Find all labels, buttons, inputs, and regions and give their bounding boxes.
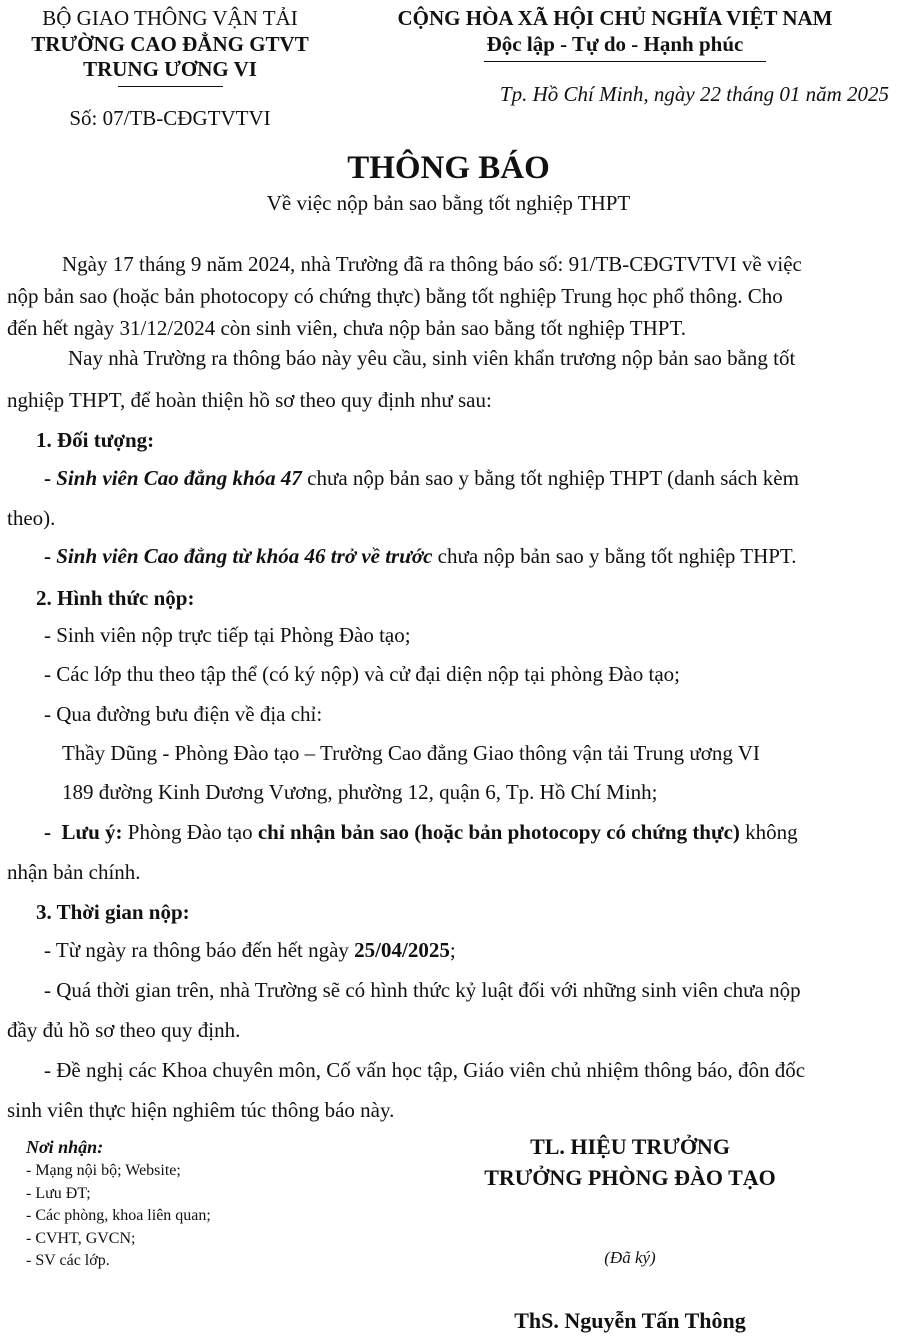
section1-heading: 1. Đối tượng: xyxy=(36,428,155,452)
section2-address2: 189 đường Kinh Dương Vương, phường 12, quận 6, Tp. Hồ Chí Minh; xyxy=(62,780,658,804)
intro-p1-line3: đến hết ngày 31/12/2024 còn sinh viên, chưa nộp bản sao bằng tốt nghiệp THPT. xyxy=(7,316,686,340)
section1-item1-rest: chưa nộp bản sao y bằng tốt nghiệp THPT (danh sách kèm xyxy=(301,466,799,490)
section2-item3: - Qua đường bưu điện về địa chỉ: xyxy=(44,702,323,726)
page-subtitle: Về việc nộp bản sao bằng tốt nghiệp THPT xyxy=(266,191,631,215)
signed-status: (Đã ký) xyxy=(604,1248,656,1267)
document-number: Số: 07/TB-CĐGTVTVI xyxy=(69,106,271,130)
section3-item1-date: 25/04/2025 xyxy=(354,938,450,962)
signature-title2: TRƯỞNG PHÒNG ĐÀO TẠO xyxy=(484,1165,776,1190)
section3-item1-end: ; xyxy=(449,938,456,962)
section3-item3-line2: sinh viên thực hiện nghiêm túc thông báo này. xyxy=(7,1098,395,1122)
signer-name: ThS. Nguyễn Tấn Thông xyxy=(514,1308,746,1333)
section2-note-end: không xyxy=(739,820,798,844)
section1-item1-bold: Sinh viên Cao đẳng khóa 47 xyxy=(56,466,302,490)
section3-heading: 3. Thời gian nộp: xyxy=(36,900,190,924)
recipient-item: - Lưu ĐT; xyxy=(26,1184,91,1202)
recipients-list xyxy=(26,1160,211,1273)
section3-item3-text: Đề nghị các Khoa chuyên môn, Cố vấn học tập, Giáo viên chủ nhiệm thông báo, đôn đốc xyxy=(56,1058,806,1082)
section2-address1: Thầy Dũng - Phòng Đào tạo – Trường Cao đẳng Giao thông vận tải Trung ương VI xyxy=(62,741,760,765)
section2-note-cont: nhận bản chính. xyxy=(7,860,141,884)
section3-item2-text: Quá thời gian trên, nhà Trường sẽ có hình thức kỷ luật đối với những sinh viên chưa nộp xyxy=(56,978,801,1002)
section2-heading: 2. Hình thức nộp: xyxy=(36,586,195,610)
section1-item1: - Sinh viên Cao đẳng khóa 47 chưa nộp bản sao y bằng tốt nghiệp THPT (danh sách kèm xyxy=(44,466,799,490)
section2-item2: - Các lớp thu theo tập thể (có ký nộp) và cử đại diện nộp tại phòng Đào tạo; xyxy=(44,662,680,686)
intro-p2-line1: Nay nhà Trường ra thông báo này yêu cầu, sinh viên khẩn trương nộp bản sao bằng tốt xyxy=(68,346,796,370)
nation-title: CỘNG HÒA XÃ HỘI CHỦ NGHĨA VIỆT NAM xyxy=(397,6,833,30)
section2-note-bold: chỉ nhận bản sao (hoặc bản photocopy có chứng thực) xyxy=(257,820,740,844)
place-date: Tp. Hồ Chí Minh, ngày 22 tháng 01 năm 2025 xyxy=(499,82,889,106)
section1-item1-cont: theo). xyxy=(7,506,56,530)
section3-item1: - Từ ngày ra thông báo đến hết ngày 25/04/2025; xyxy=(44,938,456,962)
school-name-line1: TRƯỜNG CAO ĐẲNG GTVT xyxy=(31,32,309,56)
school-name-line2: TRUNG ƯƠNG VI xyxy=(83,57,257,81)
section3-item1-pre: Từ ngày ra thông báo đến hết ngày xyxy=(55,938,355,962)
recipient-item: - Các phòng, khoa liên quan; xyxy=(26,1207,211,1224)
recipient-item: - CVHT, GVCN; xyxy=(26,1229,136,1247)
section2-item1-text: Sinh viên nộp trực tiếp tại Phòng Đào tạo; xyxy=(56,623,411,647)
school-name-underline xyxy=(118,86,223,87)
recipient-item: - SV các lớp. xyxy=(26,1252,110,1269)
section2-item1: - Sinh viên nộp trực tiếp tại Phòng Đào tạo; xyxy=(44,623,411,647)
section1-item2-rest: chưa nộp bản sao y bằng tốt nghiệp THPT. xyxy=(432,544,797,568)
section2-item2-text: Các lớp thu theo tập thể (có ký nộp) và cử đại diện nộp tại phòng Đào tạo; xyxy=(56,662,680,686)
section2-note: - Lưu ý: Phòng Đào tạo chỉ nhận bản sao (hoặc bản photocopy có chứng thực) không xyxy=(44,820,798,844)
page-title: THÔNG BÁO xyxy=(347,150,550,186)
section3-item2-line1: - Quá thời gian trên, nhà Trường sẽ có hình thức kỷ luật đối với những sinh viên chưa nộp xyxy=(44,978,801,1002)
section1-item2-bold: Sinh viên Cao đẳng từ khóa 46 trở về trước xyxy=(56,544,433,568)
intro-p1-line1: Ngày 17 tháng 9 năm 2024, nhà Trường đã ra thông báo số: 91/TB-CĐGTVTVI về việc xyxy=(62,252,802,276)
nation-motto: Độc lập - Tự do - Hạnh phúc xyxy=(486,32,744,56)
section2-item3-text: Qua đường bưu điện về địa chỉ: xyxy=(56,702,323,726)
ministry-name: BỘ GIAO THÔNG VẬN TẢI xyxy=(42,6,298,30)
section2-note-label: Lưu ý: xyxy=(61,820,123,844)
intro-p2-line2: nghiệp THPT, để hoàn thiện hồ sơ theo quy định như sau: xyxy=(7,388,492,412)
motto-underline xyxy=(484,61,766,62)
section3-item2-line2: đầy đủ hồ sơ theo quy định. xyxy=(7,1018,241,1042)
section1-item2: - Sinh viên Cao đẳng từ khóa 46 trở về trước chưa nộp bản sao y bằng tốt nghiệp THPT. xyxy=(44,544,797,568)
section2-note-mid: Phòng Đào tạo xyxy=(122,820,258,844)
recipient-item: - Mạng nội bộ; Website; xyxy=(26,1162,181,1179)
intro-p1-line2: nộp bản sao (hoặc bản photocopy có chứng thực) bằng tốt nghiệp Trung học phổ thông. Cho xyxy=(7,284,783,308)
signature-title1: TL. HIỆU TRƯỞNG xyxy=(530,1134,730,1159)
section3-item3-line1: - Đề nghị các Khoa chuyên môn, Cố vấn học tập, Giáo viên chủ nhiệm thông báo, đôn đốc xyxy=(44,1058,806,1082)
recipients-heading: Nơi nhận: xyxy=(26,1137,104,1157)
